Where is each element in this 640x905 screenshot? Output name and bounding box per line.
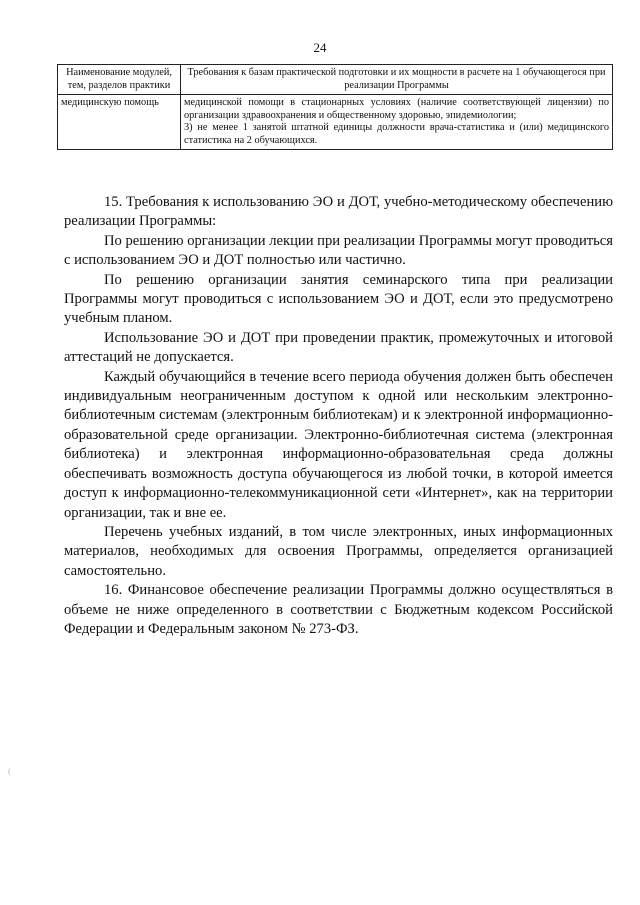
section-15-heading: 15. Требования к использованию ЭО и ДОТ, учебно-методическому обеспечению реализации Программы: [64, 194, 613, 230]
table-cell-requirements [181, 95, 613, 150]
table-row [58, 95, 613, 150]
document-body [64, 193, 613, 639]
table-cell-module: медицинскую помощь [58, 95, 181, 150]
header-modules: Наименование модулей, тем, разделов практики [58, 65, 181, 95]
section-16-financing: 16. Финансовое обеспечение реализации Программы должно осуществляться в объеме не ниже определенного в соответствии с Бюджетным кодексом Российской Федерации и Федеральным законом № 273-ФЗ. [64, 582, 613, 637]
header-requirements: Требования к базам практической подготовки и их мощности в расчете на 1 обучающегося при реализации Программы [181, 65, 613, 95]
paragraph-library-access: Каждый обучающийся в течение всего периода обучения должен быть обеспечен индивидуальным неограниченным доступом к одной или нескольким электронно-библиотечным системам (электронным библиотекам) и к электронной информационно-образовательной среде организации. Электронно-библиотечная система (электронная библиотека) и электронная информационно-образовательная среда должны обеспечивать возможность доступа обучающегося из любой точки, в которой имеется доступ к информационно-телекоммуникационной сети «Интернет», как на территории организации, так и вне ее. [64, 368, 613, 521]
paragraph-lectures: По решению организации лекции при реализации Программы могут проводиться с использованием ЭО и ДОТ полностью или частично. [64, 232, 613, 269]
scan-mark: ( [8, 766, 11, 776]
paragraph-materials: Перечень учебных изданий, в том числе электронных, иных информационных материалов, необходимых для освоения Программы, определяется организацией самостоятельно. [64, 523, 613, 579]
requirement-line: медицинской помощи в стационарных условиях (наличие соответствующей лицензии) по организации здравоохранения и общественному здоровью, эпидемиологии; [184, 97, 609, 121]
paragraph-practices: Использование ЭО и ДОТ при проведении практик, промежуточных и итоговой аттестаций не допускается. [64, 329, 613, 366]
table-header-row [58, 65, 613, 95]
paragraph-seminars: По решению организации занятия семинарского типа при реализации Программы могут проводиться с использованием ЭО и ДОТ, если это предусмотрено учебным планом. [64, 271, 613, 327]
requirements-table [57, 64, 613, 150]
page-number: 24 [313, 40, 327, 55]
requirement-line: 3) не менее 1 занятой штатной единицы должности врача-статистика и (или) медицинского статистика на 2 обучающихся. [184, 122, 609, 146]
